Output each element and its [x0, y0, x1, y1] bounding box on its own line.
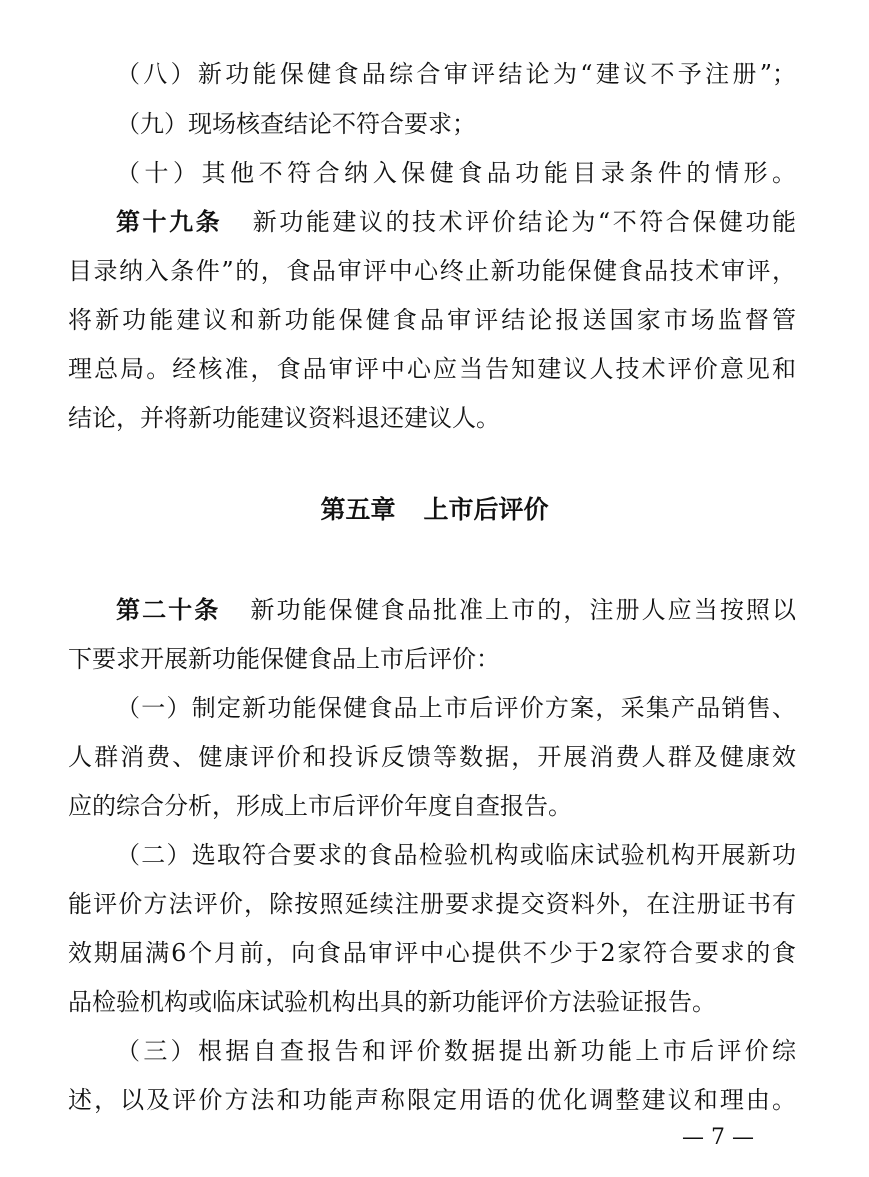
article-19-line-1 — [116, 205, 796, 239]
article-19-line-4: 理总局。经核准，食品审评中心应当告知建议人技术评价意见和 — [68, 355, 796, 383]
item-two-line-4: 品检验机构或临床试验机构出具的新功能评价方法验证报告。 — [68, 988, 716, 1016]
page-number: — 7 — — [682, 1125, 754, 1150]
article-20-line-1 — [116, 593, 796, 627]
article-20-line-2: 下要求开展新功能保健食品上市后评价： — [68, 645, 500, 673]
item-one-line-1: （一）制定新功能保健食品上市后评价方案，采集产品销售、 — [116, 694, 796, 722]
item-ten: （十）其他不符合纳入保健食品功能目录条件的情形。 — [116, 159, 796, 187]
article-19-text-1: 新功能建议的技术评价结论为“不符合保健功能 — [250, 208, 796, 236]
item-three-line-2: 述，以及评价方法和功能声称限定用语的优化调整建议和理由。 — [68, 1086, 796, 1114]
item-one-line-3: 应的综合分析，形成上市后评价年度自查报告。 — [68, 792, 572, 820]
article-19-line-5: 结论，并将新功能建议资料退还建议人。 — [68, 404, 500, 432]
article-20-title: 第二十条 — [116, 596, 221, 624]
chapter-number: 第五章 — [320, 495, 396, 524]
item-one-line-2: 人群消费、健康评价和投诉反馈等数据，开展消费人群及健康效 — [68, 743, 796, 771]
item-two-line-2: 能评价方法评价，除按照延续注册要求提交资料外，在注册证书有 — [68, 890, 796, 918]
chapter-title: 上市后评价 — [423, 495, 549, 524]
item-three-line-1: （三）根据自查报告和评价数据提出新功能上市后评价综 — [116, 1037, 796, 1065]
article-19-line-3: 将新功能建议和新功能保健食品审评结论报送国家市场监督管 — [68, 306, 796, 334]
item-two-line-1: （二）选取符合要求的食品检验机构或临床试验机构开展新功 — [116, 841, 796, 869]
item-nine: （九）现场核查结论不符合要求； — [116, 110, 476, 138]
article-20-text-1: 新功能保健食品批准上市的，注册人应当按照以 — [248, 596, 797, 624]
item-two-line-3: 效期届满6个月前，向食品审评中心提供不少于2家符合要求的食 — [68, 939, 796, 967]
item-eight: （八）新功能保健食品综合审评结论为“建议不予注册”； — [116, 60, 796, 88]
chapter-heading — [0, 493, 869, 527]
article-19-title: 第十九条 — [116, 208, 223, 236]
article-19-line-2: 目录纳入条件”的，食品审评中心终止新功能保健食品技术审评， — [68, 257, 796, 285]
